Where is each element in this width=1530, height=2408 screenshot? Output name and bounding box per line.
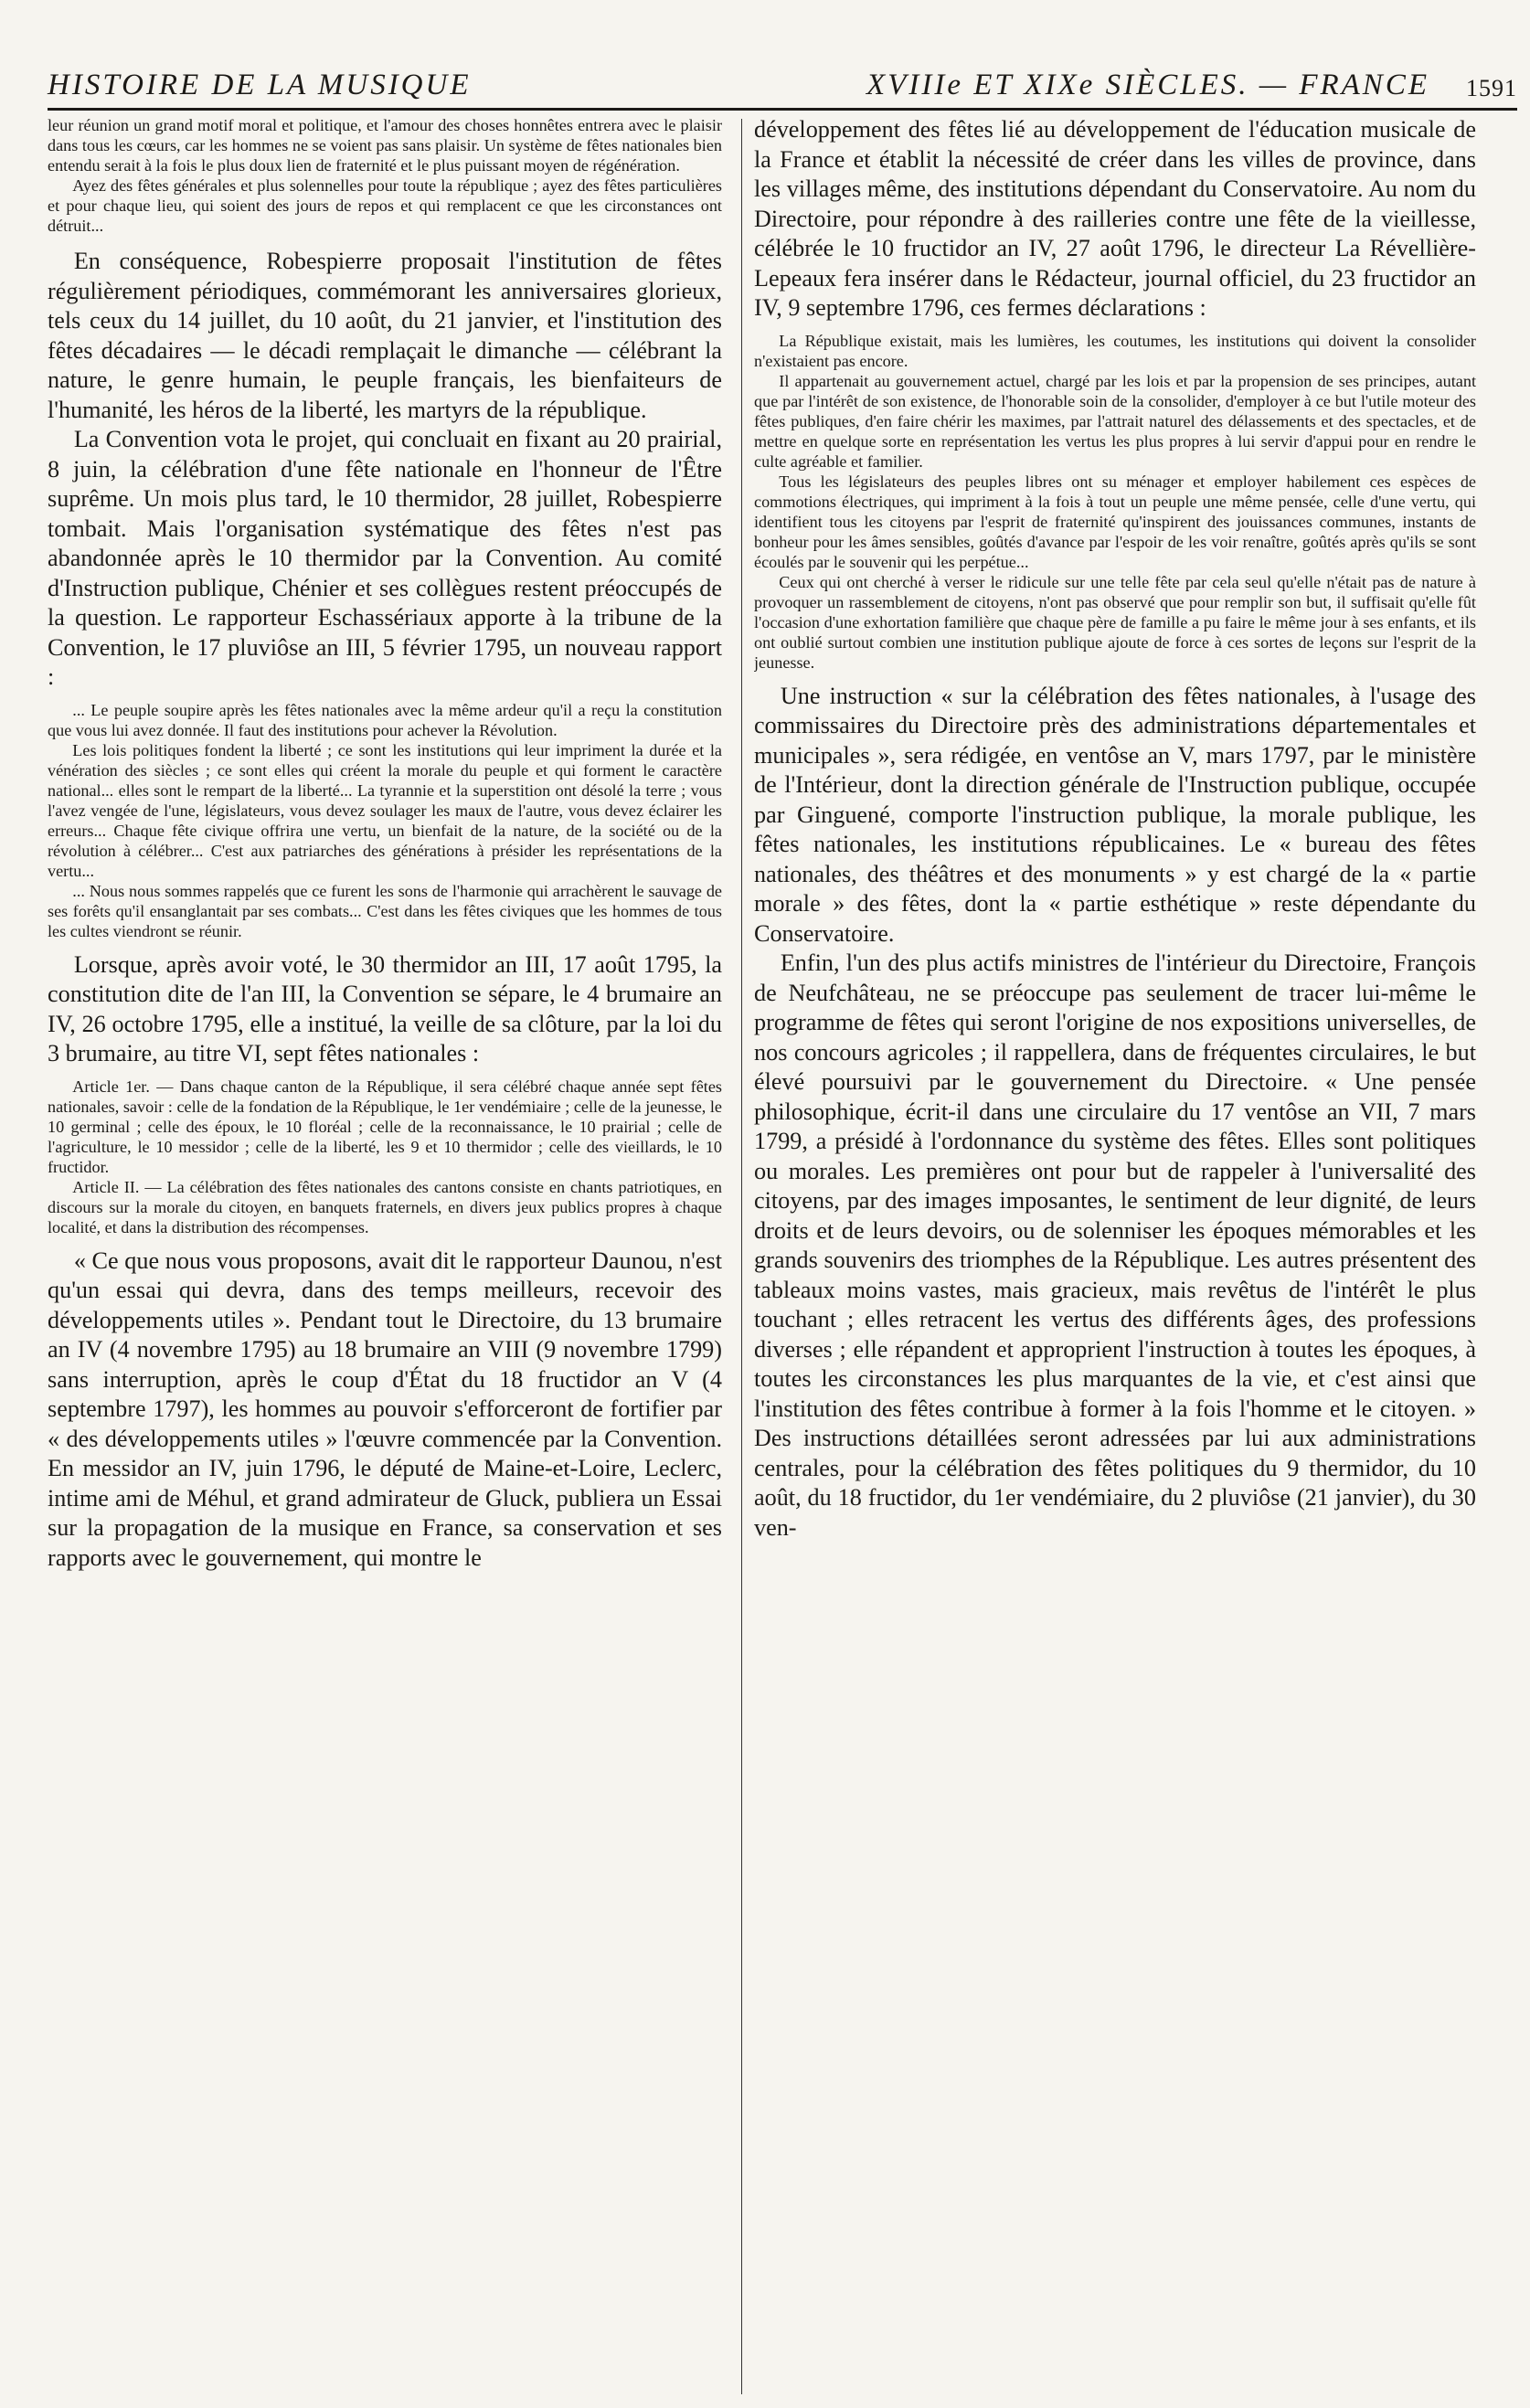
body-paragraph: « Ce que nous vous proposons, avait dit le rapporteur Daunou, n'est qu'un essai qui devra, dans des temps meilleurs, recevoir des développements utiles ». Pendant tout le Directoire, du 13 brumaire an IV (4 novembre 1795) au 18 brumaire an VIII (9 novembre 1799) sans interruption, après le coup d'État du 18 fructidor an V (4 septembre 1797), les hommes au pouvoir s'efforceront de fortifier par « des développements utiles » l'œuvre commencée par la Convention. En messidor an IV, juin 1796, le député de Maine-et-Loire, Leclerc, intime ami de Méhul, et grand admirateur de Gluck, publiera un Essai sur la propagation de la musique en France, sa conservation et ses rapports avec le gouvernement, qui montre le [48,1246,722,1571]
quote-paragraph: ... Nous nous sommes rappelés que ce furent les sons de l'harmonie qui arrachèrent le sauvage de ses forêts qu'il ensanglantait par ses combats... C'est dans les fêtes civiques que les hommes de tous les cultes viendront se réunir. [48,881,722,940]
body-paragraph: Lorsque, après avoir voté, le 30 thermidor an III, 17 août 1795, la constitution dite de l'an III, la Convention se sépare, le 4 brumaire an IV, 26 octobre 1795, elle a institué, la veille de sa clôture, par la loi du 3 brumaire, au titre VI, sept fêtes nationales : [48,950,722,1066]
quote-block [48,700,722,941]
header-right-group [866,69,1517,108]
page-number: 1591 [1466,75,1517,101]
header-right-title: XVIIIe ET XIXe SIÈCLES. — FRANCE [866,69,1429,101]
quote-paragraph: leur réunion un grand motif moral et politique, et l'amour des choses honnêtes entrera avec le plaisir dans tous les cœurs, car les hommes ne se voient pas sans plaisir. Un système de fêtes nationales bien entendu serait à la fois le plus doux lien de fraternité et le plus puissant moyen de régénération. [48,116,722,175]
quote-paragraph: ... Le peuple soupire après les fêtes nationales avec la même ardeur qu'il a reçu la constitution que vous lui avez donnée. Il faut des institutions pour achever la Révolution. [48,700,722,739]
body-paragraph: Enfin, l'un des plus actifs ministres de l'intérieur du Directoire, François de Neufchâteau, ne se préoccupe pas seulement de tracer lui-même le programme de fêtes qui seront l'origine de nos expositions universelles, de nos concours agricoles ; il rappellera, dans de fréquentes circulaires, le but élevé poursuivi par le gouvernement du Directoire. « Une pensée philosophique, écrit-il dans une circulaire du 17 ventôse an VII, 7 mars 1799, a présidé à l'ordonnance du système des fêtes. Elles sont politiques ou morales. Les premières ont pour but de rappeler à l'universalité des citoyens, par des images imposantes, le sentiment de leur dignité, de leurs droits et de leurs devoirs, ou de solenniser les époques mémorables et les grands souvenirs des triomphes de la République. Les autres présentent des tableaux moins vastes, mais gracieux, mais revêtus de l'intérêt le plus touchant ; elles retracent les vertus des différents âges, des professions diverses ; elle répandent et approprient l'instruction à toutes les époques, à toutes les circonstances les plus marquantes de la vie, et c'est ainsi que l'institution des fêtes contribue à former à la fois l'homme et le citoyen. » Des instructions détaillées seront adressées par lui aux administrations centrales, pour la célébration des fêtes politiques du 9 thermidor, du 10 août, du 18 fructidor, du 1er vendémiaire, du 2 pluviôse (21 janvier), du 30 ven- [754,949,1476,1541]
quote-paragraph: La République existait, mais les lumières, les coutumes, les institutions qui doivent la consolider n'existaient pas encore. [754,331,1476,370]
column-divider [741,119,742,2394]
quote-paragraph: Les lois politiques fondent la liberté ; ce sont les institutions qui leur impriment la durée et la vénération des siècles ; ce sont elles qui créent la morale du peuple et qui forment le caractère national... elles sont le rempart de la liberté... La tyrannie et la superstition ont désolé la terre ; vous l'avez vengée de l'une, législateurs, vous devez soulager les maux de l'autre, vous devez éclairer les erreurs... Chaque fête civique offrira une vertu, un bienfait de la nature, de la société ou de la révolution à célébrer... C'est aux patriarches des générations à présider les représentations de la vertu... [48,740,722,880]
spacer [48,236,722,247]
quote-block [754,331,1476,673]
body-paragraph: développement des fêtes lié au développement de l'éducation musicale de la France et établit la nécessité de créer dans les villes de province, dans les villages même, des institutions dépendant du Conservatoire. Au nom du Directoire, pour répondre à des railleries contre une fête de la vieillesse, célébrée le 10 fructidor an IV, 27 août 1796, le directeur La Révellière-Lepeaux fera insérer dans le Rédacteur, journal officiel, du 23 fructidor an IV, 9 septembre 1796, ces fermes déclarations : [754,116,1476,321]
quote-paragraph: Ceux qui ont cherché à verser le ridicule sur une telle fête par cela seul qu'elle n'était pas de nature à provoquer un rassemblement de citoyens, n'ont pas observé que pour remplir son but, il suffisait qu'elle fût l'occasion d'une exhortation familière que chaque père de famille a pu faire le même jour à ses enfants, et ils ont oublié surtout combien une institution publique ajoute de force à ces sortes de leçons sur l'esprit de la jeunesse. [754,572,1476,672]
body-paragraph: La Convention vota le projet, qui concluait en fixant au 20 prairial, 8 juin, la célébration d'une fête nationale en l'honneur de l'Être suprême. Un mois plus tard, le 10 thermidor, 28 juillet, Robespierre tombait. Mais l'organisation systématique des fêtes n'est pas abandonnée après le 10 thermidor par la Convention. Au comité d'Instruction publique, Chénier et ses collègues restent préoccupés de la question. Le rapporteur Eschassériaux apporte à la tribune de la Convention, le 17 pluviôse an III, 5 février 1795, un nouveau rapport : [48,426,722,690]
body-paragraph: En conséquence, Robespierre proposait l'institution de fêtes régulièrement périodiques, commémorant les anniversaires glorieux, tels ceux du 14 juillet, du 10 août, du 21 janvier, et l'institution des fêtes décadaires — le décadi remplaçait le dimanche — célébrant la nature, le genre humain, le peuple français, les bienfaiteurs de l'humanité, les héros de la liberté, les martyrs de la république. [48,248,722,423]
quote-block [48,1077,722,1237]
quote-paragraph: Tous les législateurs des peuples libres ont su ménager et employer habilement ces espèces de commotions électriques, qui impriment à la fois à tout un peuple une même pensée, celle d'une vertu, qui identifient tous les citoyens par l'esprit de fraternité qu'inspirent des jouissances communes, instants de bonheur pour les âmes sensibles, goûtés d'avance par l'espoir de les voir renaître, goûtés après qu'ils se sont écoulés par le souvenir qui les perpétue... [754,472,1476,571]
header-left-title: HISTOIRE DE LA MUSIQUE [48,69,472,101]
body-paragraph: Une instruction « sur la célébration des fêtes nationales, à l'usage des commissaires du Directoire près des administrations départementales et municipales », sera rédigée, en ventôse an V, mars 1797, par le ministère de l'Intérieur, dont la direction générale de l'Instruction publique, occupée par Ginguené, comporte l'instruction publique, la morale publique, les fêtes nationales, les institutions républicaines. Le « bureau des fêtes nationales, des théâtres et des monuments » y est chargé de la « partie morale » des fêtes, dont la « partie esthétique » reste dépendante du Conservatoire. [754,682,1476,947]
quote-paragraph: Article II. — La célébration des fêtes nationales des cantons consiste en chants patriotiques, en discours sur la morale du citoyen, en banquets fraternels, en divers jeux publics propres à chaque localité, et dans la distribution des récompenses. [48,1177,722,1236]
running-header [48,62,1517,111]
quote-paragraph: Il appartenait au gouvernement actuel, chargé par les lois et par la propension de ses principes, autant que par l'intérêt de son existence, de l'honorable soin de la consolider, d'employer à ce but l'utile moteur des fêtes publiques, d'en faire chérir les maximes, par l'attrait naturel des délassements et des spectacles, et de mettre en quelque sorte en représentation les vertus les plus propres à lui servir d'appui pour en rendre le culte agréable et familier. [754,371,1476,471]
left-column [48,115,722,2395]
quote-paragraph: Ayez des fêtes générales et plus solennelles pour toute la république ; ayez des fêtes particulières et pour chaque lieu, qui soient des jours de repos et qui remplacent ce que les circonstances ont détruit... [48,176,722,235]
quote-paragraph: Article 1er. — Dans chaque canton de la République, il sera célébré chaque année sept fêtes nationales, savoir : celle de la fondation de la République, le 1er vendémiaire ; celle de la jeunesse, le 10 germinal ; celle des époux, le 10 floréal ; celle de la reconnaissance, le 10 prairial ; celle de l'agriculture, le 10 messidor ; celle de la liberté, les 9 et 10 thermidor ; celle des vieillards, le 10 fructidor. [48,1077,722,1176]
right-column [754,115,1476,2395]
